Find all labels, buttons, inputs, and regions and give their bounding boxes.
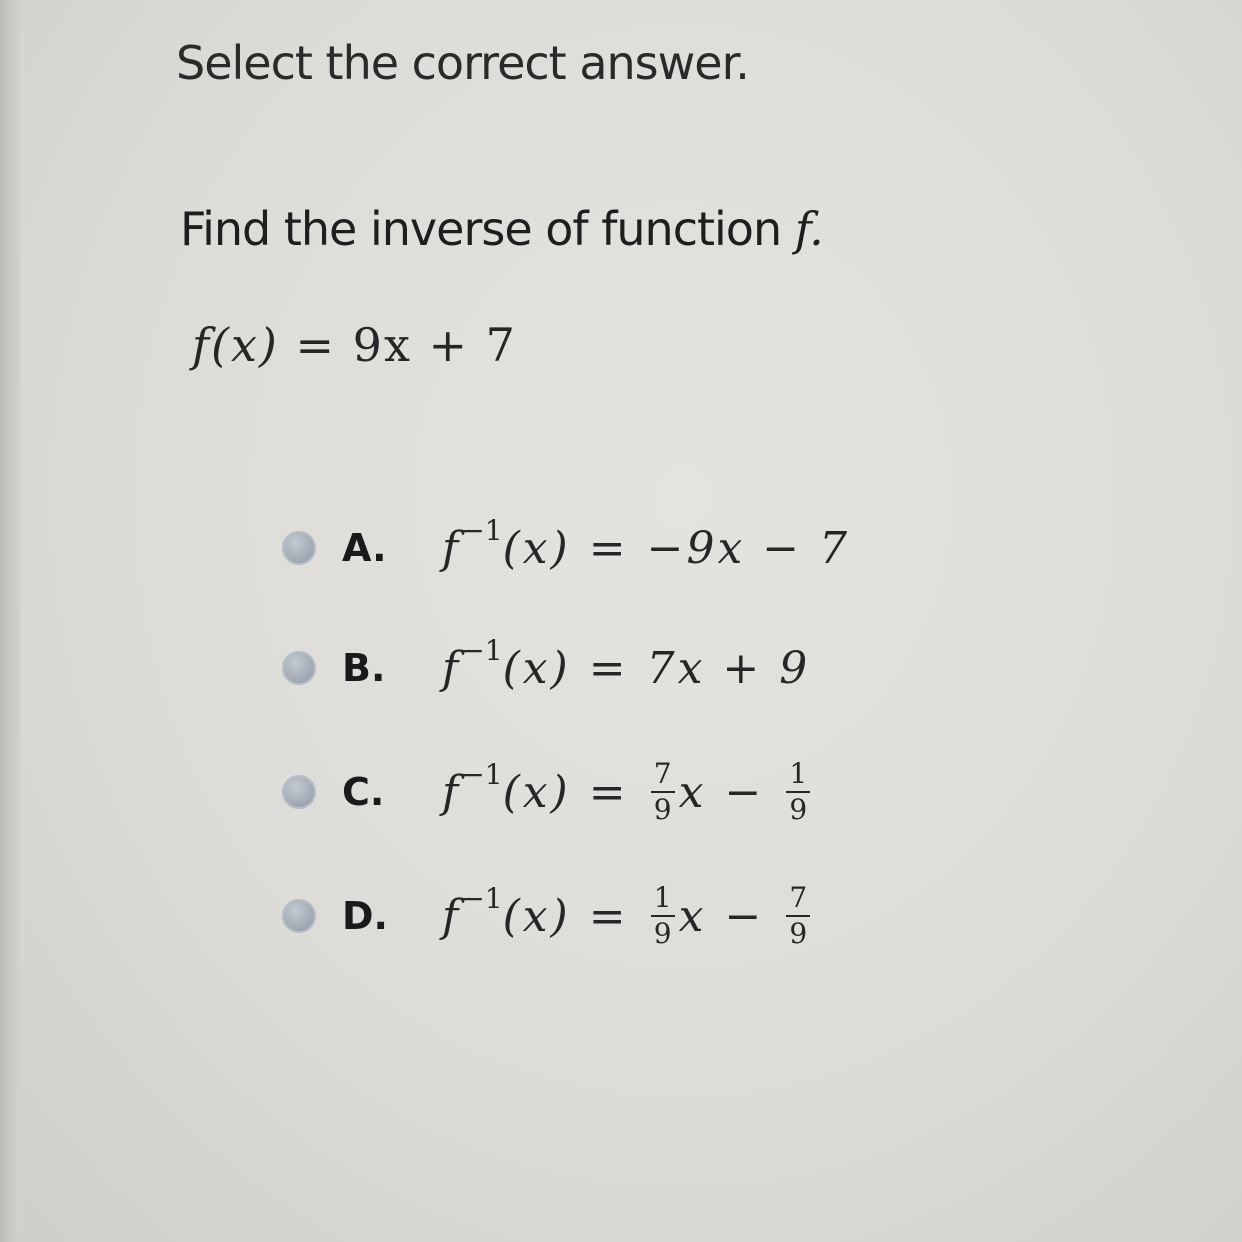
answer-option-c[interactable] [282, 752, 814, 832]
option-letter-b: B. [342, 646, 386, 690]
function-name: f. [794, 202, 823, 256]
question-text [180, 202, 823, 256]
answer-option-a[interactable] [282, 508, 850, 588]
answer-option-d[interactable] [282, 876, 814, 956]
option-letter-a: A. [342, 526, 387, 570]
radio-button-a[interactable] [282, 531, 316, 565]
option-c-frac2-num: 1 [789, 757, 808, 790]
option-d-expression [442, 881, 814, 950]
option-d-fraction-2 [786, 881, 810, 950]
option-d-frac2-den: 9 [789, 917, 808, 950]
option-a-expression [442, 513, 851, 574]
option-b-equals: = [588, 642, 629, 694]
option-c-op: − [724, 766, 765, 818]
option-c-f: f [442, 766, 462, 818]
option-a-f: f [442, 522, 462, 574]
option-d-arg: (x) [502, 890, 571, 942]
option-b-expression [442, 633, 811, 694]
option-d-frac1-num: 1 [653, 881, 672, 914]
option-c-frac2-den: 9 [789, 793, 808, 826]
option-c-var: x [678, 766, 707, 818]
option-c-arg: (x) [502, 766, 571, 818]
option-d-fraction-1 [651, 881, 675, 950]
radio-button-b[interactable] [282, 651, 316, 685]
option-c-expression [442, 757, 814, 826]
option-b-sup: −1 [461, 633, 503, 667]
given-rhs: 9x + 7 [352, 318, 517, 372]
option-d-f: f [442, 890, 462, 942]
option-letter-d: D. [342, 894, 388, 938]
question-prompt: Find the inverse of function [180, 202, 795, 256]
option-d-op: − [724, 890, 765, 942]
option-a-arg: (x) [502, 522, 571, 574]
radio-button-d[interactable] [282, 899, 316, 933]
given-function [192, 318, 517, 372]
option-a-rhs: −9x − 7 [646, 522, 851, 574]
option-d-sup: −1 [461, 881, 503, 915]
option-d-frac1-den: 9 [653, 917, 672, 950]
option-b-f: f [442, 642, 462, 694]
option-d-var: x [678, 890, 707, 942]
option-c-sup: −1 [461, 757, 503, 791]
option-c-fraction-2 [786, 757, 810, 826]
option-b-arg: (x) [502, 642, 571, 694]
option-a-sup: −1 [461, 513, 503, 547]
screen-edge [0, 0, 20, 1242]
option-letter-c: C. [342, 770, 385, 814]
option-d-equals: = [588, 890, 629, 942]
option-c-equals: = [588, 766, 629, 818]
option-c-frac1-num: 7 [653, 757, 672, 790]
option-b-rhs: 7x + 9 [646, 642, 811, 694]
given-lhs: f(x) [192, 318, 279, 372]
option-c-frac1-den: 9 [653, 793, 672, 826]
option-c-fraction-1 [651, 757, 675, 826]
option-d-frac2-num: 7 [789, 881, 808, 914]
answer-option-b[interactable] [282, 628, 810, 708]
given-equals: = [295, 318, 337, 372]
instruction-text: Select the correct answer. [176, 36, 749, 90]
radio-button-c[interactable] [282, 775, 316, 809]
option-a-equals: = [588, 522, 629, 574]
